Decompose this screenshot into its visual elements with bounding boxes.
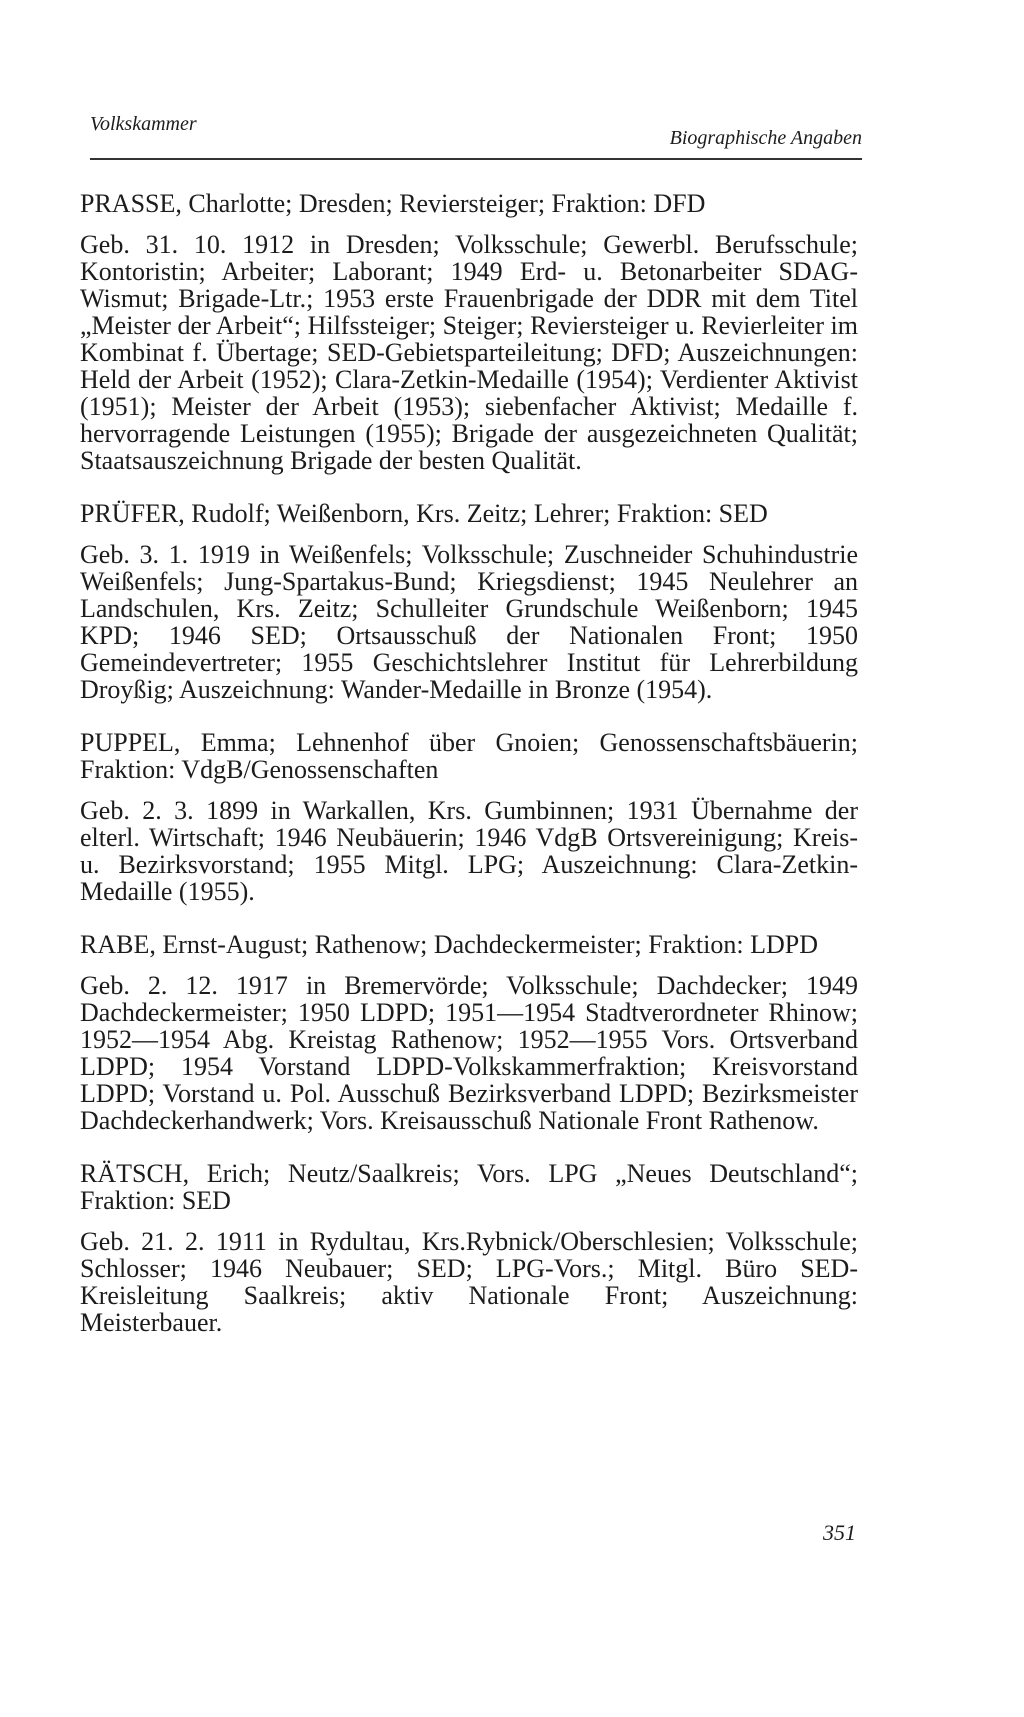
- entry-heading: PRASSE, Charlotte; Dresden; Reviersteiger; Fraktion: DFD: [80, 189, 706, 218]
- entry-prasse: [80, 190, 858, 474]
- entry-heading: PRÜFER, Rudolf; Weißenborn, Krs. Zeitz; Lehrer; Fraktion: SED: [80, 499, 768, 528]
- entry-pruefer: [80, 500, 858, 703]
- entry-rabe: [80, 931, 858, 1134]
- entry-heading: RABE, Ernst-August; Rathenow; Dachdeckermeister; Fraktion: LDPD: [80, 930, 818, 959]
- header-rule: [90, 158, 862, 160]
- entry-biography: Geb. 31. 10. 1912 in Dresden; Volksschule; Gewerbl. Berufsschule; Kontoristin; Arbeiter; Laborant; 1949 Erd- u. Betonarbeiter SDAG-Wismut; Brigade-Ltr.; 1953 erste Frauenbrigade der DDR mit dem Titel „Meister der Arbeit“; Hilfssteiger; Steiger; Reviersteiger u. Revierleiter im Kombinat f. Übertage; SED-Gebietsparteileitung; DFD; Auszeichnungen: Held der Arbeit (1952); Clara-Zetkin-Medaille (1954); Verdienter Aktivist (1951); Meister der Arbeit (1953); siebenfacher Aktivist; Medaille f. hervorragende Leistungen (1955); Brigade der ausgezeichneten Qualität; Staatsauszeichnung Brigade der besten Qualität.: [80, 230, 858, 475]
- running-header-right: Biographische Angaben: [669, 127, 862, 149]
- entry-puppel: [80, 729, 858, 905]
- entry-biography: Geb. 3. 1. 1919 in Weißenfels; Volksschule; Zuschneider Schuhindustrie Weißenfels; Jung-Spartakus-Bund; Kriegsdienst; 1945 Neulehrer an Landschulen, Krs. Zeitz; Schulleiter Grundschule Weißenborn; 1945 KPD; 1946 SED; Ortsausschuß der Nationalen Front; 1950 Gemeindevertreter; 1955 Geschichtslehrer Institut für Lehrerbildung Droyßig; Auszeichnung: Wander-Medaille in Bronze (1954).: [80, 540, 858, 704]
- entry-biography: Geb. 2. 12. 1917 in Bremervörde; Volksschule; Dachdecker; 1949 Dachdeckermeister; 1950 LDPD; 1951—1954 Stadtverordneter Rhinow; 1952—1954 Abg. Kreistag Rathenow; 1952—1955 Vors. Ortsverband LDPD; 1954 Vorstand LDPD-Volkskammerfraktion; Kreisvorstand LDPD; Vorstand u. Pol. Ausschuß Bezirksverband LDPD; Bezirksmeister Dachdeckerhandwerk; Vors. Kreisausschuß Nationale Front Rathenow.: [80, 971, 858, 1135]
- page-number: 351: [823, 1520, 856, 1545]
- entry-heading: PUPPEL, Emma; Lehnenhof über Gnoien; Genossenschaftsbäuerin; Fraktion: VdgB/Genossenschaften: [80, 728, 858, 784]
- entry-heading: RÄTSCH, Erich; Neutz/Saalkreis; Vors. LPG „Neues Deutschland“; Fraktion: SED: [80, 1159, 858, 1215]
- entry-biography: Geb. 2. 3. 1899 in Warkallen, Krs. Gumbinnen; 1931 Übernahme der elterl. Wirtschaft; 1946 Neubäuerin; 1946 VdgB Ortsvereinigung; Kreis- u. Bezirksvorstand; 1955 Mitgl. LPG; Auszeichnung: Clara-Zetkin-Medaille (1955).: [80, 796, 858, 906]
- entry-raetsch: [80, 1160, 858, 1336]
- entry-biography: Geb. 21. 2. 1911 in Rydultau, Krs.Rybnick/Oberschlesien; Volksschule; Schlosser; 1946 Neubauer; SED; LPG-Vors.; Mitgl. Büro SED-Kreisleitung Saalkreis; aktiv Nationale Front; Auszeichnung: Meisterbauer.: [80, 1227, 858, 1337]
- running-header-left: Volkskammer: [90, 113, 197, 135]
- entries-body: [80, 190, 858, 1362]
